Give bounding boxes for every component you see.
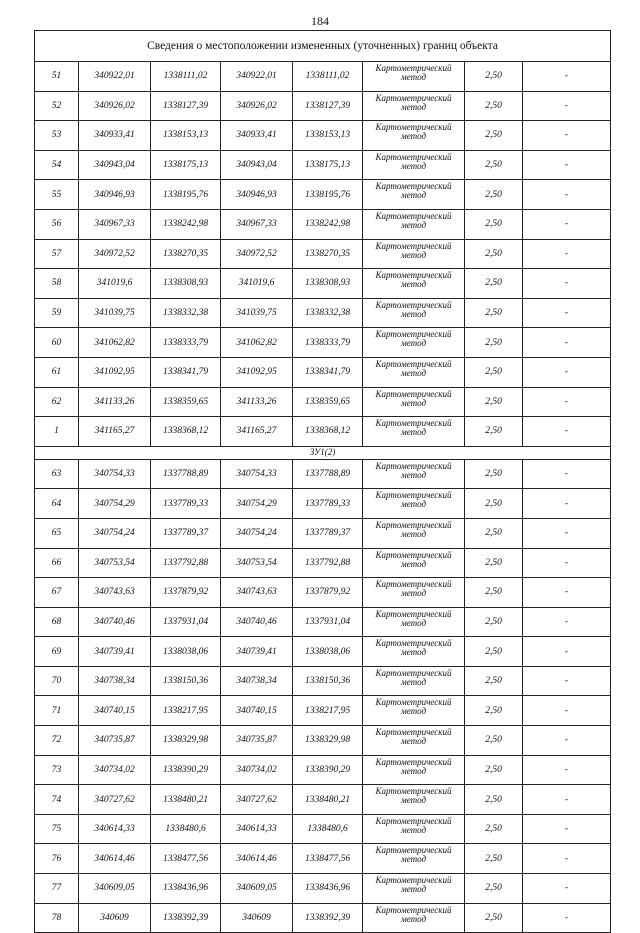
accuracy-cell: 2,50	[465, 239, 523, 269]
new-y-cell: 1338111,02	[293, 62, 363, 92]
existing-y-cell: 1338480,21	[151, 785, 221, 815]
new-y-cell: 1338368,12	[293, 417, 363, 447]
new-y-cell: 1338270,35	[293, 239, 363, 269]
existing-x-cell: 340614,46	[79, 844, 151, 874]
method-cell: Картометрический метод	[363, 814, 465, 844]
existing-y-cell: 1337788,89	[151, 459, 221, 489]
existing-y-cell: 1338127,39	[151, 91, 221, 121]
note-cell: -	[523, 578, 611, 608]
point-number-cell: 78	[35, 903, 79, 933]
note-cell: -	[523, 844, 611, 874]
existing-y-cell: 1338359,65	[151, 387, 221, 417]
method-cell: Картометрический метод	[363, 666, 465, 696]
method-cell: Картометрический метод	[363, 91, 465, 121]
table-row	[35, 607, 611, 637]
new-x-cell: 341039,75	[221, 298, 293, 328]
table-row	[35, 637, 611, 667]
point-number-cell: 60	[35, 328, 79, 358]
new-y-cell: 1338242,98	[293, 209, 363, 239]
new-y-cell: 1338329,98	[293, 726, 363, 756]
table-row	[35, 209, 611, 239]
existing-y-cell: 1338333,79	[151, 328, 221, 358]
point-number-cell: 65	[35, 518, 79, 548]
accuracy-cell: 2,50	[465, 62, 523, 92]
new-y-cell: 1338333,79	[293, 328, 363, 358]
point-number-cell: 68	[35, 607, 79, 637]
method-cell: Картометрический метод	[363, 726, 465, 756]
accuracy-cell: 2,50	[465, 298, 523, 328]
point-number-cell: 55	[35, 180, 79, 210]
new-x-cell: 341019,6	[221, 269, 293, 299]
note-cell: -	[523, 180, 611, 210]
new-x-cell: 340743,63	[221, 578, 293, 608]
method-cell: Картометрический метод	[363, 489, 465, 519]
new-y-cell: 1338359,65	[293, 387, 363, 417]
point-number-cell: 56	[35, 209, 79, 239]
point-number-cell: 70	[35, 666, 79, 696]
point-number-cell: 59	[35, 298, 79, 328]
note-cell: -	[523, 755, 611, 785]
existing-x-cell: 340967,33	[79, 209, 151, 239]
existing-x-cell: 341165,27	[79, 417, 151, 447]
existing-y-cell: 1338195,76	[151, 180, 221, 210]
accuracy-cell: 2,50	[465, 666, 523, 696]
method-cell: Картометрический метод	[363, 696, 465, 726]
existing-x-cell: 340738,34	[79, 666, 151, 696]
table-row	[35, 150, 611, 180]
new-x-cell: 340754,24	[221, 518, 293, 548]
accuracy-cell: 2,50	[465, 607, 523, 637]
existing-y-cell: 1338392,39	[151, 903, 221, 933]
new-x-cell: 340740,15	[221, 696, 293, 726]
new-y-cell: 1338150,36	[293, 666, 363, 696]
existing-x-cell: 340754,24	[79, 518, 151, 548]
new-y-cell: 1338153,13	[293, 121, 363, 151]
point-number-cell: 53	[35, 121, 79, 151]
new-y-cell: 1338217,95	[293, 696, 363, 726]
method-cell: Картометрический метод	[363, 518, 465, 548]
new-x-cell: 340754,29	[221, 489, 293, 519]
new-y-cell: 1337931,04	[293, 607, 363, 637]
note-cell: -	[523, 637, 611, 667]
note-cell: -	[523, 417, 611, 447]
existing-y-cell: 1338038,06	[151, 637, 221, 667]
point-number-cell: 69	[35, 637, 79, 667]
point-number-cell: 67	[35, 578, 79, 608]
new-y-cell: 1338477,56	[293, 844, 363, 874]
method-cell: Картометрический метод	[363, 62, 465, 92]
existing-x-cell: 340753,54	[79, 548, 151, 578]
note-cell: -	[523, 269, 611, 299]
method-cell: Картометрический метод	[363, 150, 465, 180]
new-x-cell: 341133,26	[221, 387, 293, 417]
method-cell: Картометрический метод	[363, 417, 465, 447]
method-cell: Картометрический метод	[363, 785, 465, 815]
new-y-cell: 1337789,37	[293, 518, 363, 548]
existing-y-cell: 1338242,98	[151, 209, 221, 239]
table-row	[35, 696, 611, 726]
new-y-cell: 1338332,38	[293, 298, 363, 328]
point-number-cell: 73	[35, 755, 79, 785]
table-row	[35, 121, 611, 151]
new-x-cell: 340734,02	[221, 755, 293, 785]
accuracy-cell: 2,50	[465, 874, 523, 904]
existing-y-cell: 1338111,02	[151, 62, 221, 92]
accuracy-cell: 2,50	[465, 121, 523, 151]
point-number-cell: 72	[35, 726, 79, 756]
existing-y-cell: 1338368,12	[151, 417, 221, 447]
existing-x-cell: 340740,46	[79, 607, 151, 637]
existing-x-cell: 340727,62	[79, 785, 151, 815]
new-y-cell: 1338195,76	[293, 180, 363, 210]
table-row	[35, 548, 611, 578]
note-cell: -	[523, 903, 611, 933]
table-row	[35, 387, 611, 417]
existing-y-cell: 1337789,33	[151, 489, 221, 519]
new-x-cell: 340946,93	[221, 180, 293, 210]
new-x-cell: 340614,46	[221, 844, 293, 874]
table-row	[35, 180, 611, 210]
table-row	[35, 62, 611, 92]
method-cell: Картометрический метод	[363, 298, 465, 328]
point-number-cell: 62	[35, 387, 79, 417]
note-cell: -	[523, 874, 611, 904]
new-x-cell: 340739,41	[221, 637, 293, 667]
table-row	[35, 518, 611, 548]
new-y-cell: 1337789,33	[293, 489, 363, 519]
point-number-cell: 71	[35, 696, 79, 726]
existing-y-cell: 1338480,6	[151, 814, 221, 844]
note-cell: -	[523, 785, 611, 815]
method-cell: Картометрический метод	[363, 755, 465, 785]
existing-y-cell: 1338153,13	[151, 121, 221, 151]
existing-y-cell: 1338390,29	[151, 755, 221, 785]
accuracy-cell: 2,50	[465, 357, 523, 387]
table-row	[35, 357, 611, 387]
table-row	[35, 814, 611, 844]
new-y-cell: 1338127,39	[293, 91, 363, 121]
note-cell: -	[523, 209, 611, 239]
method-cell: Картометрический метод	[363, 578, 465, 608]
point-number-cell: 52	[35, 91, 79, 121]
table-row	[35, 489, 611, 519]
new-x-cell: 340972,52	[221, 239, 293, 269]
table-row	[35, 417, 611, 447]
method-cell: Картометрический метод	[363, 209, 465, 239]
table-body	[35, 31, 611, 933]
accuracy-cell: 2,50	[465, 903, 523, 933]
table-row	[35, 874, 611, 904]
existing-y-cell: 1338477,56	[151, 844, 221, 874]
accuracy-cell: 2,50	[465, 518, 523, 548]
existing-x-cell: 340609	[79, 903, 151, 933]
method-cell: Картометрический метод	[363, 357, 465, 387]
existing-y-cell: 1338175,13	[151, 150, 221, 180]
new-x-cell: 341165,27	[221, 417, 293, 447]
table-row	[35, 785, 611, 815]
existing-x-cell: 340926,02	[79, 91, 151, 121]
accuracy-cell: 2,50	[465, 489, 523, 519]
existing-y-cell: 1337789,37	[151, 518, 221, 548]
table-row	[35, 755, 611, 785]
note-cell: -	[523, 607, 611, 637]
existing-x-cell: 341092,95	[79, 357, 151, 387]
note-cell: -	[523, 62, 611, 92]
new-y-cell: 1337792,88	[293, 548, 363, 578]
method-cell: Картометрический метод	[363, 269, 465, 299]
method-cell: Картометрический метод	[363, 548, 465, 578]
accuracy-cell: 2,50	[465, 785, 523, 815]
existing-y-cell: 1338341,79	[151, 357, 221, 387]
new-y-cell: 1338341,79	[293, 357, 363, 387]
method-cell: Картометрический метод	[363, 844, 465, 874]
note-cell: -	[523, 548, 611, 578]
table-row	[35, 578, 611, 608]
existing-x-cell: 340735,87	[79, 726, 151, 756]
existing-x-cell: 340743,63	[79, 578, 151, 608]
existing-y-cell: 1338308,93	[151, 269, 221, 299]
method-cell: Картометрический метод	[363, 239, 465, 269]
accuracy-cell: 2,50	[465, 755, 523, 785]
existing-x-cell: 340933,41	[79, 121, 151, 151]
accuracy-cell: 2,50	[465, 844, 523, 874]
existing-x-cell: 340734,02	[79, 755, 151, 785]
note-cell: -	[523, 696, 611, 726]
note-cell: -	[523, 666, 611, 696]
note-cell: -	[523, 150, 611, 180]
table-header-row	[35, 31, 611, 62]
accuracy-cell: 2,50	[465, 459, 523, 489]
new-x-cell: 340740,46	[221, 607, 293, 637]
table-row	[35, 298, 611, 328]
point-number-cell: 66	[35, 548, 79, 578]
note-cell: -	[523, 357, 611, 387]
accuracy-cell: 2,50	[465, 180, 523, 210]
new-x-cell: 340609,05	[221, 874, 293, 904]
new-x-cell: 340727,62	[221, 785, 293, 815]
existing-y-cell: 1337792,88	[151, 548, 221, 578]
existing-x-cell: 340922,01	[79, 62, 151, 92]
accuracy-cell: 2,50	[465, 91, 523, 121]
new-x-cell: 340926,02	[221, 91, 293, 121]
accuracy-cell: 2,50	[465, 637, 523, 667]
new-y-cell: 1338436,96	[293, 874, 363, 904]
method-cell: Картометрический метод	[363, 637, 465, 667]
note-cell: -	[523, 121, 611, 151]
note-cell: -	[523, 814, 611, 844]
note-cell: -	[523, 239, 611, 269]
new-y-cell: 1338480,21	[293, 785, 363, 815]
new-x-cell: 340922,01	[221, 62, 293, 92]
table-row	[35, 459, 611, 489]
point-number-cell: 51	[35, 62, 79, 92]
point-number-cell: 63	[35, 459, 79, 489]
new-y-cell: 1337879,92	[293, 578, 363, 608]
accuracy-cell: 2,50	[465, 269, 523, 299]
table-row	[35, 726, 611, 756]
note-cell: -	[523, 298, 611, 328]
section-row	[35, 446, 611, 459]
existing-x-cell: 340943,04	[79, 150, 151, 180]
existing-y-cell: 1338329,98	[151, 726, 221, 756]
existing-x-cell: 340972,52	[79, 239, 151, 269]
new-y-cell: 1337788,89	[293, 459, 363, 489]
table-row	[35, 91, 611, 121]
accuracy-cell: 2,50	[465, 578, 523, 608]
existing-y-cell: 1338217,95	[151, 696, 221, 726]
existing-x-cell: 341019,6	[79, 269, 151, 299]
point-number-cell: 76	[35, 844, 79, 874]
accuracy-cell: 2,50	[465, 726, 523, 756]
new-x-cell: 340967,33	[221, 209, 293, 239]
accuracy-cell: 2,50	[465, 548, 523, 578]
existing-x-cell: 341133,26	[79, 387, 151, 417]
table-row	[35, 239, 611, 269]
existing-x-cell: 340740,15	[79, 696, 151, 726]
accuracy-cell: 2,50	[465, 696, 523, 726]
existing-x-cell: 341062,82	[79, 328, 151, 358]
accuracy-cell: 2,50	[465, 209, 523, 239]
new-x-cell: 340614,33	[221, 814, 293, 844]
accuracy-cell: 2,50	[465, 417, 523, 447]
table-row	[35, 844, 611, 874]
method-cell: Картометрический метод	[363, 121, 465, 151]
point-number-cell: 64	[35, 489, 79, 519]
new-y-cell: 1338175,13	[293, 150, 363, 180]
table-row	[35, 269, 611, 299]
existing-y-cell: 1337879,92	[151, 578, 221, 608]
note-cell: -	[523, 518, 611, 548]
accuracy-cell: 2,50	[465, 814, 523, 844]
new-y-cell: 1338392,39	[293, 903, 363, 933]
note-cell: -	[523, 328, 611, 358]
point-number-cell: 54	[35, 150, 79, 180]
existing-x-cell: 340609,05	[79, 874, 151, 904]
point-number-cell: 57	[35, 239, 79, 269]
new-x-cell: 340753,54	[221, 548, 293, 578]
point-number-cell: 61	[35, 357, 79, 387]
existing-x-cell: 340614,33	[79, 814, 151, 844]
point-number-cell: 75	[35, 814, 79, 844]
accuracy-cell: 2,50	[465, 150, 523, 180]
point-number-cell: 74	[35, 785, 79, 815]
existing-x-cell: 340946,93	[79, 180, 151, 210]
existing-x-cell: 341039,75	[79, 298, 151, 328]
table-row	[35, 903, 611, 933]
point-number-cell: 1	[35, 417, 79, 447]
new-x-cell: 341062,82	[221, 328, 293, 358]
method-cell: Картометрический метод	[363, 903, 465, 933]
section-label: ЗУ1(2)	[35, 446, 611, 459]
boundary-table	[34, 30, 611, 933]
accuracy-cell: 2,50	[465, 328, 523, 358]
method-cell: Картометрический метод	[363, 459, 465, 489]
new-x-cell: 340943,04	[221, 150, 293, 180]
new-x-cell: 341092,95	[221, 357, 293, 387]
note-cell: -	[523, 387, 611, 417]
new-x-cell: 340735,87	[221, 726, 293, 756]
method-cell: Картометрический метод	[363, 328, 465, 358]
existing-x-cell: 340754,29	[79, 489, 151, 519]
existing-x-cell: 340739,41	[79, 637, 151, 667]
new-x-cell: 340933,41	[221, 121, 293, 151]
point-number-cell: 77	[35, 874, 79, 904]
new-y-cell: 1338390,29	[293, 755, 363, 785]
new-x-cell: 340609	[221, 903, 293, 933]
existing-y-cell: 1338332,38	[151, 298, 221, 328]
method-cell: Картометрический метод	[363, 607, 465, 637]
page-number: 184	[311, 14, 329, 28]
existing-y-cell: 1338150,36	[151, 666, 221, 696]
new-y-cell: 1338308,93	[293, 269, 363, 299]
new-x-cell: 340754,33	[221, 459, 293, 489]
note-cell: -	[523, 91, 611, 121]
table-row	[35, 666, 611, 696]
method-cell: Картометрический метод	[363, 387, 465, 417]
method-cell: Картометрический метод	[363, 874, 465, 904]
existing-y-cell: 1337931,04	[151, 607, 221, 637]
existing-x-cell: 340754,33	[79, 459, 151, 489]
note-cell: -	[523, 726, 611, 756]
new-x-cell: 340738,34	[221, 666, 293, 696]
note-cell: -	[523, 489, 611, 519]
existing-y-cell: 1338270,35	[151, 239, 221, 269]
existing-y-cell: 1338436,96	[151, 874, 221, 904]
table-row	[35, 328, 611, 358]
new-y-cell: 1338038,06	[293, 637, 363, 667]
table-title: Сведения о местоположении измененных (уточненных) границ объекта	[35, 31, 611, 62]
note-cell: -	[523, 459, 611, 489]
point-number-cell: 58	[35, 269, 79, 299]
method-cell: Картометрический метод	[363, 180, 465, 210]
accuracy-cell: 2,50	[465, 387, 523, 417]
new-y-cell: 1338480,6	[293, 814, 363, 844]
